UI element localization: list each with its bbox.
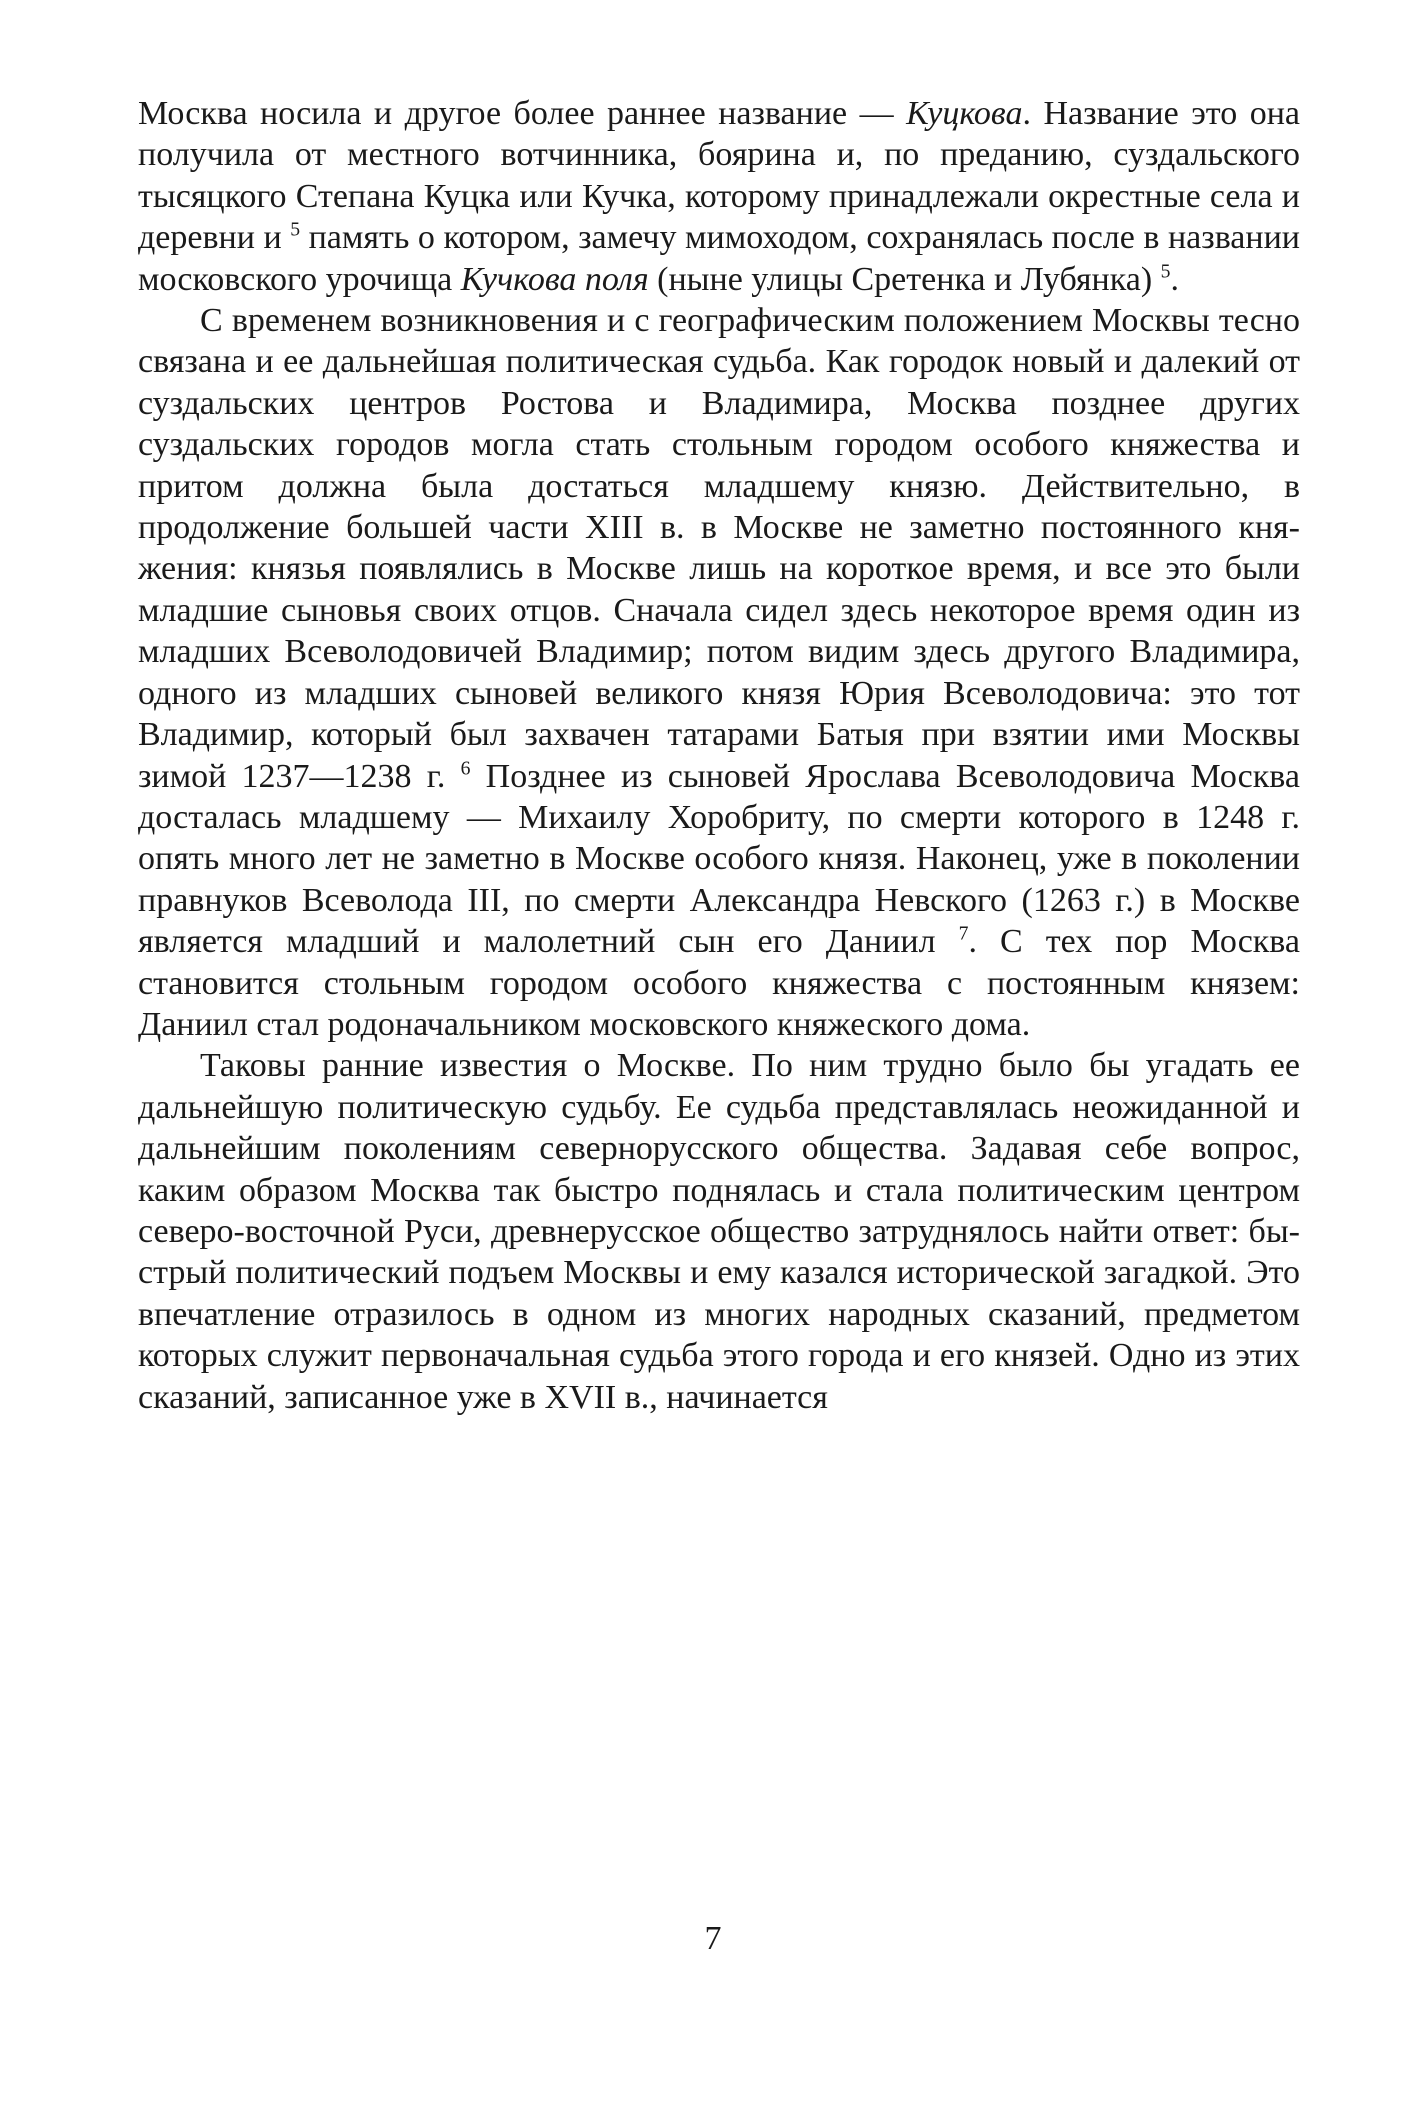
footnote-ref: 7 <box>958 922 969 945</box>
paragraph <box>138 93 1300 300</box>
footnote-ref: 6 <box>460 757 471 780</box>
text-run: . С тех пор Москва становится стольным городом особого княжества с постоянным князем: Даниил стал родоначальником московского княжеского дома. <box>138 923 1300 1043</box>
text-run: память о котором, замечу мимоходом, сохранялась после в названии московского урочища <box>138 219 1300 298</box>
text-run: (ныне улицы Сретенка и Лубянка) <box>648 260 1161 298</box>
italic-text: Куцкова <box>906 95 1023 132</box>
text-run: . Название это она получила от местного вотчинника, боярина и, по преданию, суздальского тысяцкого Степана Куцка или Кучка, которому принадлежали окрестные села и деревни и <box>138 95 1300 257</box>
text-run: Позднее из сыновей Ярослава Всеволодовича Москва досталась младшему — Михаилу Хоробриту, по смерти которого в 1248 г. опять много лет не заметно в Москве особого князя. Наконец, уже в поколении правнуков Всеволода III, по смерти Александра Невского (1263 г.) в Москве является младший и малолетний сын его Даниил <box>138 757 1300 961</box>
document-page <box>138 93 1300 1418</box>
text-run: С временем возникновения и с географическим положением Москвы тесно связана и ее дальнейшая политическая судьба. Как городок новый и далекий от суздальских центров Ростова и Владимира, Москва позднее других суздальских городов могла стать стольным городом особого княжества и притом должна была достаться младшему князю. Действительно, в продолжение большей части XIII в. в Москве не заметно постоянного княжения: князья появлялись в Москве лишь на короткое время, и все это были младшие сыновья своих отцов. Сначала сидел здесь некоторое время один из младших Всеволодовичей Владимир; потом видим здесь другого Владимира, одного из младших сыновей великого князя Юрия Всеволодовича: это тот Владимир, который был захвачен татарами Батыя при взятии ими Москвы зимой 1237—1238 г. <box>138 302 1300 795</box>
text-run: . <box>1170 260 1180 298</box>
paragraph <box>138 1045 1300 1418</box>
italic-text: Кучкова поля <box>460 260 649 298</box>
text-run: Москва носила и другое более раннее название — <box>138 95 907 132</box>
paragraph <box>138 300 1300 1045</box>
footnote-ref: 5 <box>290 218 301 241</box>
footnote-ref: 5 <box>1160 260 1171 283</box>
page-number: 7 <box>704 1920 722 1957</box>
text-run: Таковы ранние известия о Москве. По ним трудно было бы угадать ее дальнейшую политическую судьбу. Ее судьба представлялась неожиданной и дальнейшим поколениям севернорусского общества. Задавая себе вопрос, каким образом Москва так быстро поднялась и стала политическим центром северо-восточной Руси, древнерусское общество затруднялось найти ответ: быстрый политический подъем Москвы и ему казался исторической загадкой. Это впечатление отразилось в одном из многих народных сказаний, предметом которых служит первоначальная судьба этого города и его князей. Одно из этих сказаний, записанное уже в XVII в., начинается <box>138 1047 1300 1416</box>
